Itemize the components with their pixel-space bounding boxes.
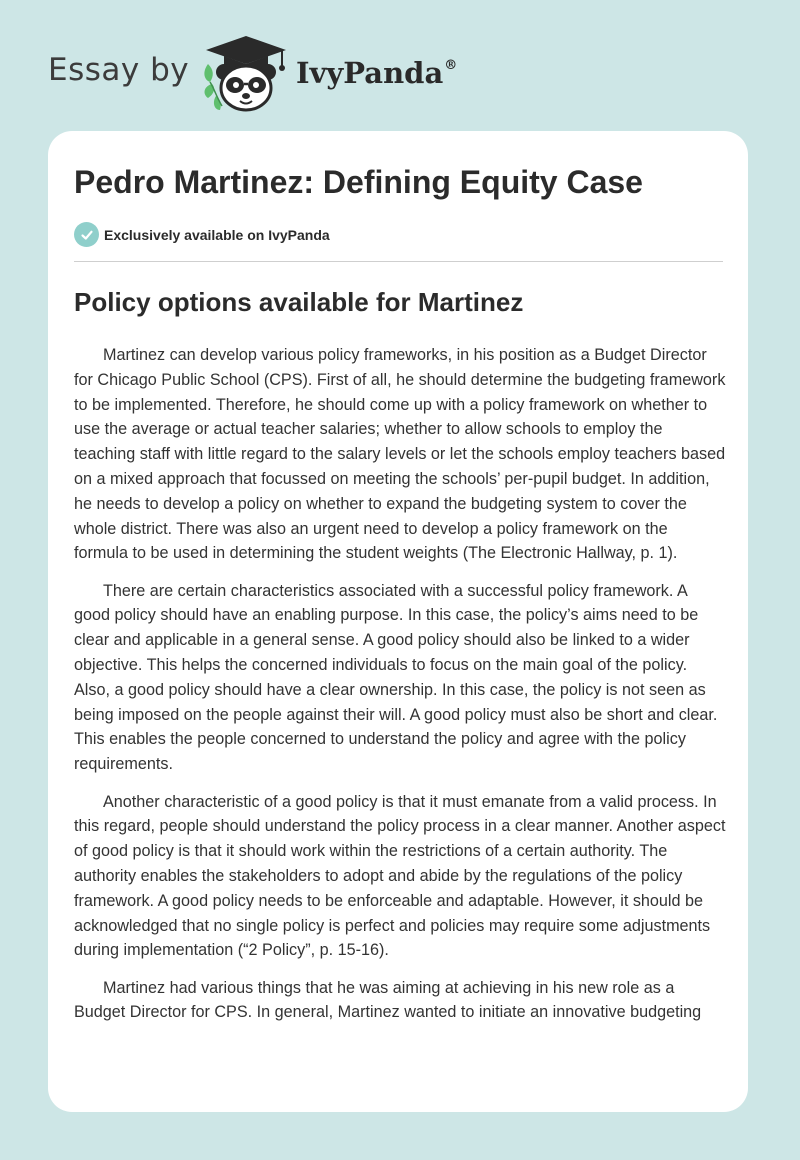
exclusive-badge <box>74 222 330 247</box>
check-icon <box>74 222 99 247</box>
badge-label: Exclusively available on IvyPanda <box>104 226 330 243</box>
registered-mark: ® <box>444 58 458 73</box>
brand-label: IvyPanda <box>296 56 444 90</box>
paragraph: Martinez can develop various policy frameworks, in his position as a Budget Director for Chicago Public School (CPS). First of all, he should determine the budgeting framework to be implemented. Therefore, he should come up with a policy framework on whether to use the average or actual teacher salaries; whether to allow schools to employ the teaching staff with little regard to the salary levels or let the schools employ teachers based on a mixed approach that focussed on meeting the schools’ per-pupil budget. In addition, he needs to develop a policy on whether to expand the budgeting system to cover the whole district. There was also an urgent need to develop a policy framework on the formula to be used in determining the student weights (The Electronic Hallway, p. 1). <box>74 346 726 563</box>
paragraph: There are certain characteristics associated with a successful policy framework. A good policy should have an enabling purpose. In this case, the policy’s aims need to be clear and applicable in a general sense. A good policy should also be linked to a wider objective. This helps the concerned individuals to focus on the main goal of the policy. Also, a good policy should have a clear ownership. In this case, the policy is not seen as being imposed on the people against their will. A good policy must also be short and clear. This enables the people concerned to understand the policy and agree with the policy requirements. <box>74 581 718 774</box>
paragraph: Another characteristic of a good policy is that it must emanate from a valid process. In this regard, people should understand the policy process in a clear manner. Another aspect of good policy is that it should work within the restrictions of a certain authority. The authority enables the stakeholders to adopt and abide by the regulations of the policy framework. A good policy needs to be enforceable and adaptable. However, it should be acknowledged that no single policy is perfect and policies may require some adjustments during implementation (“2 Policy”, p. 15-16). <box>74 792 726 960</box>
brand-name[interactable] <box>296 56 457 90</box>
panda-logo-icon[interactable] <box>200 34 292 114</box>
essay-body <box>74 343 726 1038</box>
essay-by-label: Essay by <box>48 52 190 88</box>
essay-card <box>48 131 748 1112</box>
page-title: Pedro Martinez: Defining Equity Case <box>74 164 643 200</box>
section-heading: Policy options available for Martinez <box>74 287 524 317</box>
paragraph: Martinez had various things that he was aiming at achieving in his new role as a Budget Director for CPS. In general, Martinez wanted to initiate an innovative budgeting <box>74 978 702 1022</box>
site-header <box>0 0 800 130</box>
divider <box>74 261 723 262</box>
